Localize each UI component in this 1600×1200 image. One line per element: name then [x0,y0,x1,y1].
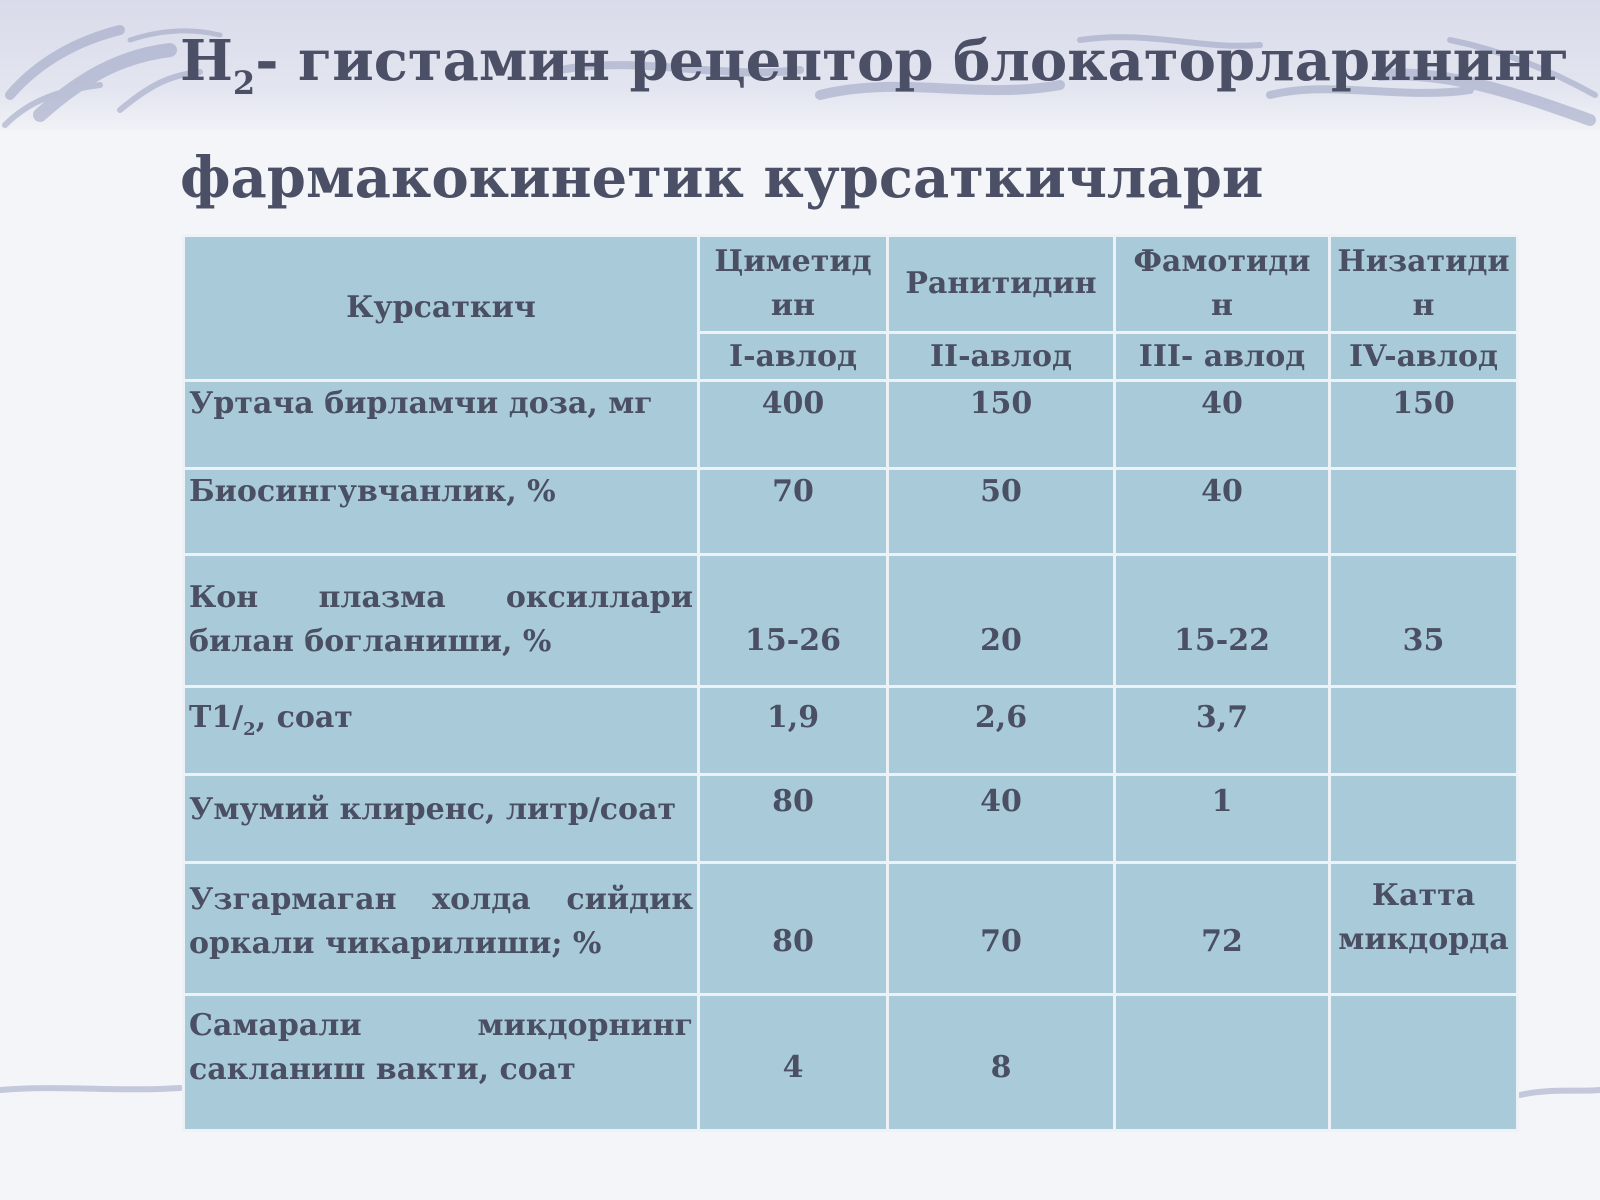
table-cell: 1 [1115,775,1330,863]
table-cell: 50 [888,469,1115,555]
table-cell: 70 [888,863,1115,995]
table-cell: 15-22 [1115,555,1330,687]
header-parameter: Курсаткич [184,236,699,381]
table-cell: 80 [699,863,888,995]
title-line-1: $H_2-$ гистамин рецептор блокаторларининг [180,28,1570,102]
row-label: $T1/_2$, соат [184,687,699,775]
table-cell: 40 [1115,469,1330,555]
table-cell: 8 [888,995,1115,1131]
row-label: Кон плазма оксиллари билан богланиши, % [184,555,699,687]
table-cell: Катта микдорда [1330,863,1518,995]
row-label: Биосингувчанлик, % [184,469,699,555]
table-cell: 20 [888,555,1115,687]
row-label: Самарали микдорнинг сакланиш вакти, соат [184,995,699,1131]
table-cell: 1,9 [699,687,888,775]
table-cell [1330,687,1518,775]
table-header-row [184,236,1518,333]
generation-1: I-авлод [699,333,888,381]
header-drug-cimetidine: Циметид ин [699,236,888,333]
table-cell: 70 [699,469,888,555]
table-cell: 80 [699,775,888,863]
table-cell: 2,6 [888,687,1115,775]
generation-3: III- авлод [1115,333,1330,381]
title-line-2: фармакокинетик курсаткичлари [180,145,1264,211]
table-cell: 150 [1330,381,1518,469]
generation-2: II-авлод [888,333,1115,381]
header-drug-nizatidine: Низатиди н [1330,236,1518,333]
generation-4: IV-авлод [1330,333,1518,381]
table-cell: 35 [1330,555,1518,687]
row-label: Уртача бирламчи доза, мг [184,381,699,469]
table-row [184,687,1518,775]
table-cell: 72 [1115,863,1330,995]
table-cell [1330,775,1518,863]
table-row [184,555,1518,687]
table-row [184,775,1518,863]
table-cell: 3,7 [1115,687,1330,775]
table-cell: 40 [888,775,1115,863]
table-row [184,863,1518,995]
table-row [184,995,1518,1131]
table-cell: 400 [699,381,888,469]
table-cell: 40 [1115,381,1330,469]
header-drug-famotidine: Фамотиди н [1115,236,1330,333]
slide-title [180,14,1580,226]
table-cell [1330,469,1518,555]
table-cell: 15-26 [699,555,888,687]
table-cell [1330,995,1518,1131]
table-cell: 150 [888,381,1115,469]
row-label: Умумий клиренс, литр/соат [184,775,699,863]
table-row [184,381,1518,469]
table-row [184,469,1518,555]
header-drug-ranitidine: Ранитидин [888,236,1115,333]
table-cell [1115,995,1330,1131]
pharmacokinetics-table [182,234,1519,1132]
table-cell: 4 [699,995,888,1131]
row-label: Узгармаган холда сийдик оркали чикарилиши; % [184,863,699,995]
